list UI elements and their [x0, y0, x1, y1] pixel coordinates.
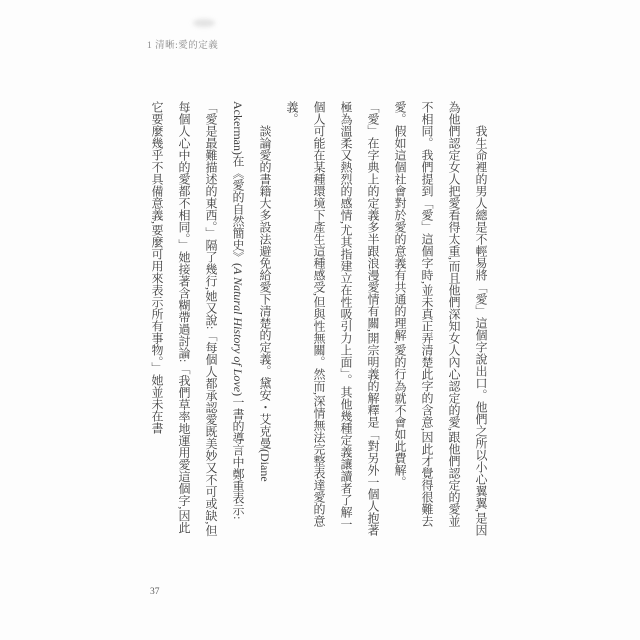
paragraph-2: 「愛」在字典上的定義多半跟浪漫愛情有關,開宗明義的解釋是「對另外一個人抱著極為溫柔又熱烈的感情,尤其指建立在性吸引力上面」。其他幾種定義讓讀者了解一個人可能在某種環境下產生這種感受,但與性無關。然而,深情無法完整表達愛的意義。 [285, 101, 380, 536]
body-text [143, 101, 494, 537]
page-number: 37 [150, 587, 160, 597]
scan-smudge-artifact [193, 19, 215, 27]
paragraph-3-text-b: )一書的導言中鄭重表示:「愛是最難描述的東西。」隔了幾行,她又說:「每個人都承認愛既美妙又不可或缺,但每個人心中的愛都不相同。」她接著含糊帶過討論:「我們草率地運用愛這個字,因此它要麼幾乎不具備意義,要麼可用來表示所有事物。」她並未在書 [150, 101, 245, 537]
paragraph-1: 我生命裡的男人總是不輕易將「愛」這個字說出口。他們之所以小心翼翼,是因為他們認定女人把愛看得太重,而且他們深知女人內心認定的愛,跟他們認定的愛並不相同。我們提到「愛」這個字時,並未真正弄清楚此字的含意,因此才覺得很難去愛。假如這個社會對於愛的意義有共通的理解,愛的行為就不會如此費解。 [393, 101, 488, 536]
paragraph-3 [143, 101, 278, 537]
book-title-italic: A Natural History of Love [231, 266, 245, 393]
paragraph-3-text-a: 談論愛的書籍大多設法避免給愛下清楚的定義。黛安・艾克曼(Diane Ackerman)在《愛的自然簡史》( [231, 101, 272, 482]
running-header: 1 清晰:愛的定義 [147, 41, 219, 51]
